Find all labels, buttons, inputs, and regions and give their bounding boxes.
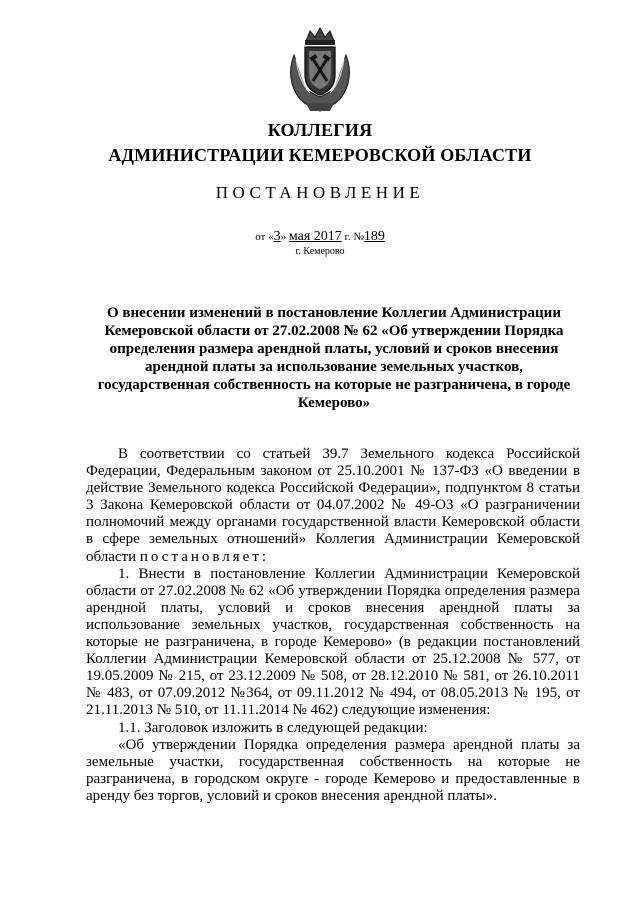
paragraph-item-1: 1. Внести в постановление Коллегии Администрации Кемеровской области от 27.02.2008 № 62 «Об утверждении Порядка определения размера арендной платы, условий и сроков внесения арендной платы за использование земельных участков, государственная собственность на которые не разграничена, в городе Кемерово» (в редакции постановлений Коллегии Администрации Кемеровской области от 25.12.2008 № 577, от 19.05.2009 № 215, от 23.12.2009 № 508, от 28.12.2010 № 581, от 26.10.2011 № 483, от 07.09.2012 №364, от 09.11.2012 № 494, от 08.05.2013 № 195, от 21.11.2013 № 510, от 11.11.2014 № 462) следующие изменения: [86,565,580,719]
date-year-suffix: г. [344,231,351,243]
paragraph-item-1-1: 1.1. Заголовок изложить в следующей редакции: [118,719,428,736]
paragraph-new-title: «Об утверждении Порядка определения размера арендной платы за земельные участки, государственная собственность на которые не разграничена, в городском округе - городе Кемерово и предоставленные в аренду без торгов, условий и сроков внесения арендной платы». [86,736,580,804]
preamble-text: В соответствии со статьей 39.7 Земельного кодекса Российской Федерации, Федеральным законом от 25.10.2001 № 137-ФЗ «О введении в действие Земельного кодекса Российской Федерации», подпунктом 8 статьи 3 Закона Кемеровской области от 04.07.2002 № 49-ОЗ «О разграничении полномочий между органами государственной власти Кемеровской области в сфере земельных отношений» Коллегия Администрации Кемеровской области [86,446,580,565]
decree-word: постановляет: [139,548,270,565]
coat-of-arms-emblem [286,25,354,115]
date-quote-close: » [280,231,287,243]
date-day: 3 [273,229,281,244]
organization-name-line1: КОЛЛЕГИЯ [267,120,373,140]
date-prefix: от « [255,231,274,243]
date-number-line [0,230,640,244]
document-title: О внесении изменений в постановление Коллегии Администрации Кемеровской области от 27.02.2008 № 62 «Об утверждении Порядка определения размера арендной платы, условий и сроков внесения арендной платы за использование земельных участков, государственная собственность на которые не разграничена, в городе Кемерово» [97,305,571,411]
document-number: 189 [363,229,385,244]
document-type: ПОСТАНОВЛЕНИЕ [215,183,425,202]
number-label: № [353,231,364,243]
paragraph-preamble [86,446,580,566]
date-month-year: мая 2017 [288,229,342,244]
document-body [86,446,580,805]
city: г. Кемерово [295,246,345,257]
organization-name-line2: АДМИНИСТРАЦИИ КЕМЕРОВСКОЙ ОБЛАСТИ [108,145,532,165]
